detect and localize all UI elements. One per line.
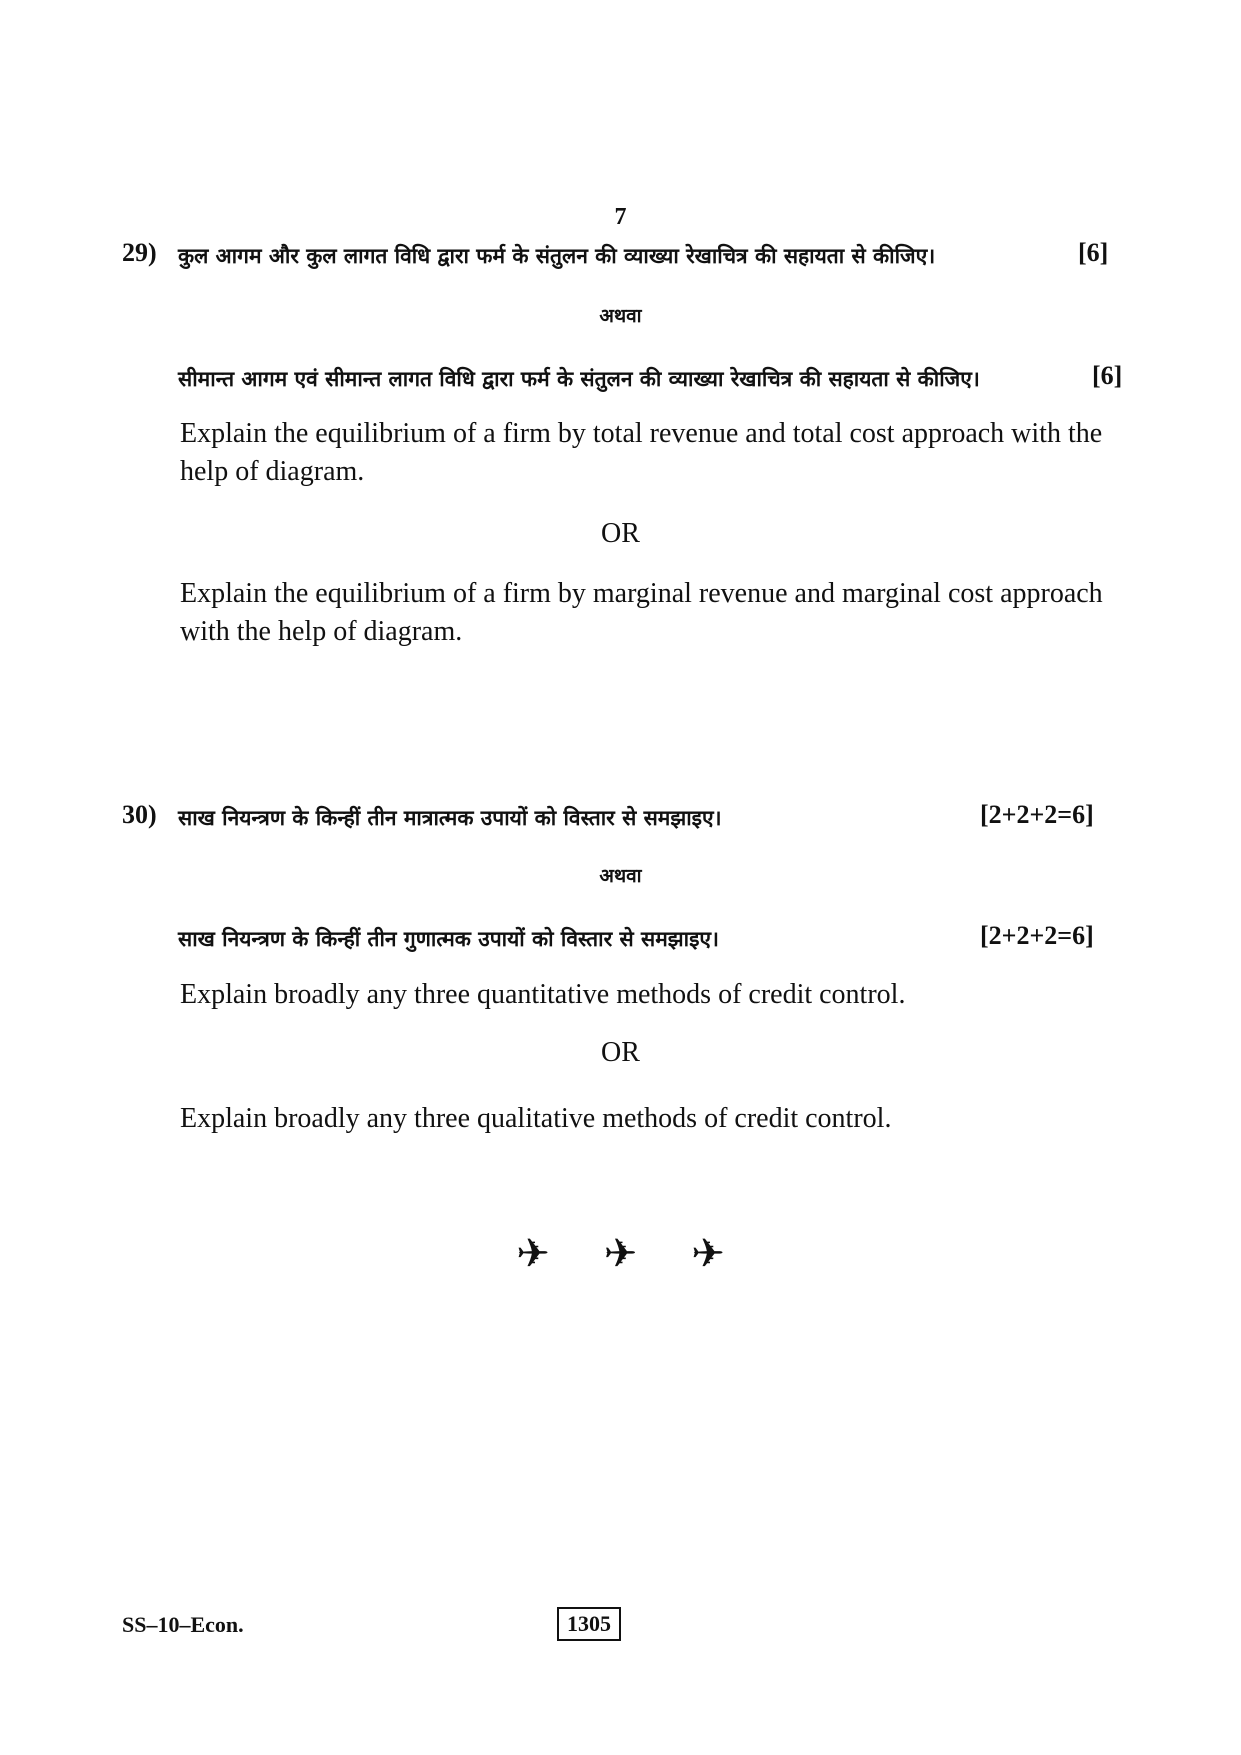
question-30-or: OR <box>601 1037 640 1068</box>
question-29-english-alt: Explain the equilibrium of a firm by marginal revenue and marginal cost approach with the help of diagram. <box>180 578 1103 647</box>
page-number: 7 <box>614 204 627 230</box>
question-29-marks: [6] <box>1078 238 1109 267</box>
question-30-english: Explain broadly any three quantitative methods of credit control. <box>180 979 906 1010</box>
question-30-hindi-alt: साख नियन्त्रण के किन्हीं तीन गुणात्मक उपायों को विस्तार से समझाइए। <box>178 927 719 951</box>
question-30-athva: अथवा <box>599 865 642 887</box>
footer-page-code-box: 1305 <box>557 1607 621 1641</box>
airplane-icon: ✈ <box>691 1231 725 1276</box>
footer-paper-code: SS–10–Econ. <box>122 1612 244 1637</box>
question-29-or: OR <box>601 518 640 549</box>
question-30-hindi: साख नियन्त्रण के किन्हीं तीन मात्रात्मक उपायों को विस्तार से समझाइए। <box>178 806 722 830</box>
question-30-marks: [2+2+2=6] <box>980 800 1094 829</box>
question-29-english: Explain the equilibrium of a firm by total revenue and total cost approach with the help of diagram. <box>180 418 1103 487</box>
airplane-icon: ✈ <box>603 1231 638 1276</box>
end-of-paper-marks <box>0 1230 1241 1277</box>
question-29-hindi-alt: सीमान्त आगम एवं सीमान्त लागत विधि द्वारा फर्म के संतुलन की व्याख्या रेखाचित्र की सहायता से कीजिए। <box>178 367 980 391</box>
question-30-marks-alt: [2+2+2=6] <box>980 921 1094 950</box>
question-29-marks-alt: [6] <box>1092 361 1123 390</box>
question-30-english-alt: Explain broadly any three qualitative methods of credit control. <box>180 1103 892 1134</box>
question-29-number: 29) <box>122 238 157 267</box>
question-29-hindi: कुल आगम और कुल लागत विधि द्वारा फर्म के संतुलन की व्याख्या रेखाचित्र की सहायता से कीजिए। <box>178 244 936 268</box>
question-29-athva: अथवा <box>599 305 642 327</box>
question-30-number: 30) <box>122 800 157 829</box>
airplane-icon: ✈ <box>516 1231 550 1276</box>
